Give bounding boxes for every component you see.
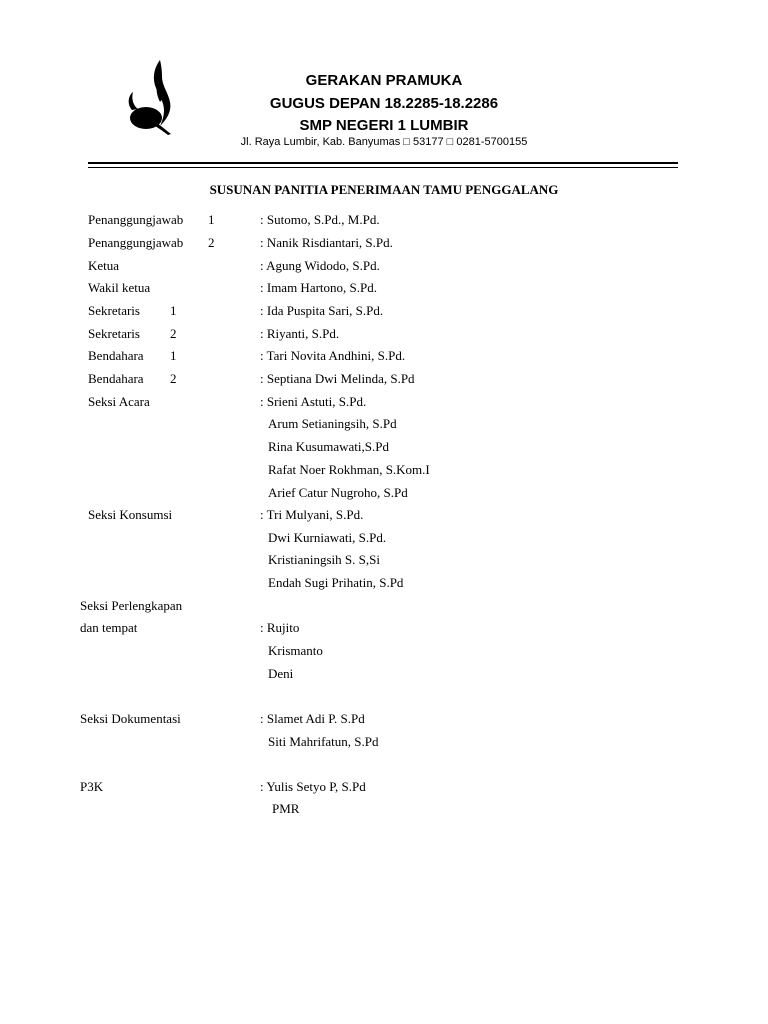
committee-member: Krismanto <box>268 643 323 658</box>
committee-role: Penanggungjawab <box>88 212 184 227</box>
committee-member: Dwi Kurniawati, S.Pd. <box>268 530 387 545</box>
committee-member: Arum Setianingsih, S.Pd <box>268 416 397 431</box>
committee-role: Penanggungjawab <box>88 235 184 250</box>
committee-member: : Tri Mulyani, S.Pd. <box>260 507 364 522</box>
committee-role: Seksi Perlengkapan <box>80 598 183 613</box>
committee-role: Ketua <box>88 258 120 273</box>
committee-member: PMR <box>272 801 300 816</box>
unit-name: GUGUS DEPAN 18.2285-18.2286 <box>269 95 499 112</box>
committee-role-number: 2 <box>170 326 177 341</box>
committee-role-number: 1 <box>170 303 177 318</box>
committee-member: : Riyanti, S.Pd. <box>260 326 340 341</box>
school-address: Jl. Raya Lumbir, Kab. Banyumas □ 53177 □ 0281-5700155 <box>240 136 528 148</box>
committee-role: Seksi Acara <box>88 394 150 409</box>
committee-member: Rina Kusumawati,S.Pd <box>268 439 389 454</box>
committee-role-number: 2 <box>208 235 215 250</box>
document-title: SUSUNAN PANITIA PENERIMAAN TAMU PENGGALANG <box>209 182 559 197</box>
header-divider-thin <box>88 167 678 168</box>
committee-member: : Nanik Risdiantari, S.Pd. <box>260 235 393 250</box>
committee-role: dan tempat <box>80 620 138 635</box>
committee-member: : Srieni Astuti, S.Pd. <box>260 394 367 409</box>
committee-member: : Rujito <box>260 620 300 635</box>
committee-member: Kristianingsih S. S,Si <box>268 552 380 567</box>
committee-member: : Yulis Setyo P, S.Pd <box>260 779 366 794</box>
committee-member: Endah Sugi Prihatin, S.Pd <box>268 575 404 590</box>
committee-role-number: 1 <box>208 212 215 227</box>
committee-role: Wakil ketua <box>88 280 151 295</box>
committee-role: Seksi Dokumentasi <box>80 711 181 726</box>
committee-member: : Septiana Dwi Melinda, S.Pd <box>260 371 415 386</box>
committee-member: : Agung Widodo, S.Pd. <box>260 258 380 273</box>
org-name: GERAKAN PRAMUKA <box>305 72 463 89</box>
committee-member: : Tari Novita Andhini, S.Pd. <box>260 348 406 363</box>
committee-role: Seksi Konsumsi <box>88 507 173 522</box>
committee-member: : Sutomo, S.Pd., M.Pd. <box>260 212 380 227</box>
committee-role: P3K <box>80 779 104 794</box>
committee-role: Sekretaris <box>88 303 140 318</box>
committee-member: Deni <box>268 666 294 681</box>
committee-role: Sekretaris <box>88 326 140 341</box>
school-name: SMP NEGERI 1 LUMBIR <box>299 117 469 134</box>
header-divider-thick <box>88 162 678 164</box>
committee-member: : Slamet Adi P. S.Pd <box>260 711 365 726</box>
committee-role: Bendahara <box>88 348 144 363</box>
committee-role-number: 2 <box>170 371 177 386</box>
tunas-kelapa-logo-icon <box>124 58 178 136</box>
committee-member: : Imam Hartono, S.Pd. <box>260 280 377 295</box>
committee-member: : Ida Puspita Sari, S.Pd. <box>260 303 384 318</box>
committee-role: Bendahara <box>88 371 144 386</box>
committee-member: Rafat Noer Rokhman, S.Kom.I <box>268 462 430 477</box>
committee-member: Siti Mahrifatun, S.Pd <box>268 734 379 749</box>
committee-role-number: 1 <box>170 348 177 363</box>
committee-member: Arief Catur Nugroho, S.Pd <box>268 485 408 500</box>
